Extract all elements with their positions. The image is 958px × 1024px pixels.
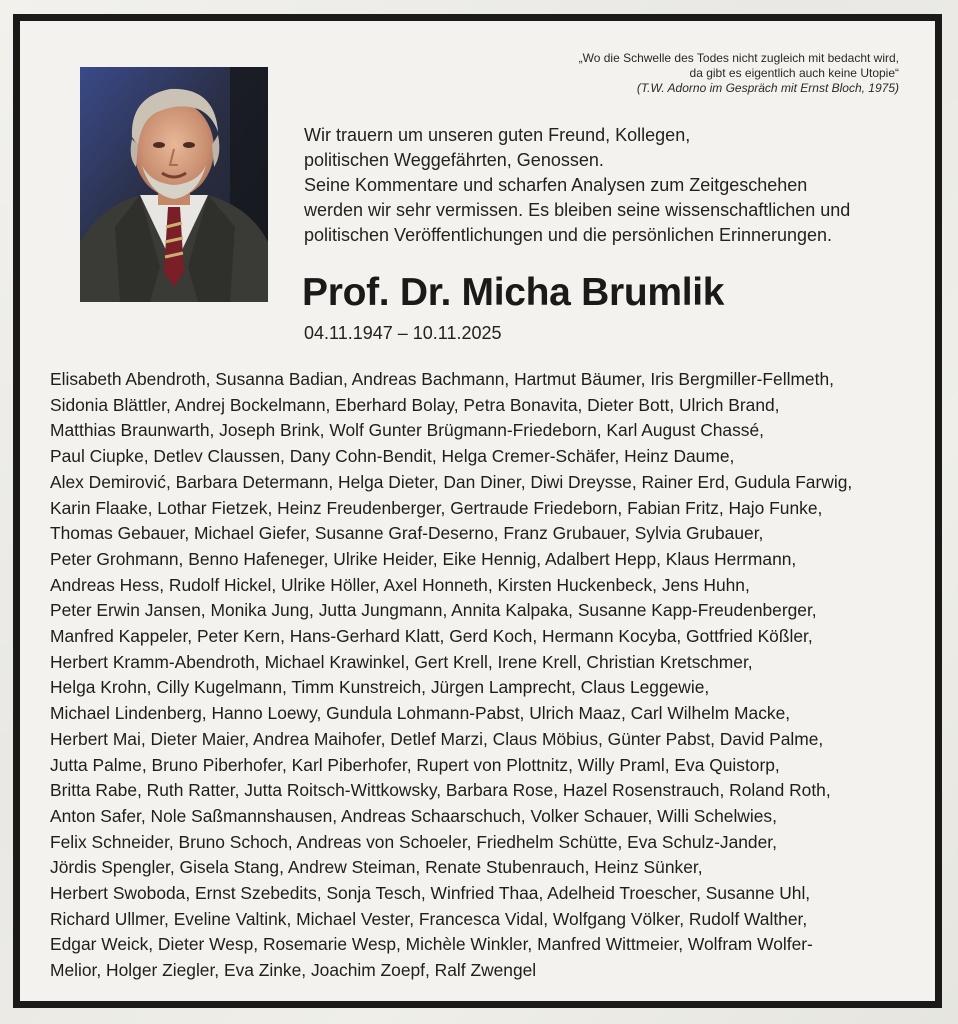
mourners-row: Melior, Holger Ziegler, Eva Zinke, Joachim Zoepf, Ralf Zwengel — [50, 960, 537, 981]
mourners-row: Helga Krohn, Cilly Kugelmann, Timm Kunstreich, Jürgen Lamprecht, Claus Leggewie, — [50, 677, 710, 698]
mourners-row: Anton Safer, Nole Saßmannshausen, Andreas Schaarschuch, Volker Schauer, Willi Schelwies, — [50, 805, 777, 826]
quote-source: (T.W. Adorno im Gespräch mit Ernst Bloch, 1975) — [636, 81, 899, 95]
message-line: werden wir sehr vermissen. Es bleiben seine wissenschaftlichen und — [304, 200, 851, 220]
mourners-row: Michael Lindenberg, Hanno Loewy, Gundula Lohmann-Pabst, Ulrich Maaz, Carl Wilhelm Macke, — [50, 703, 791, 724]
mourners-row: Richard Ullmer, Eveline Valtink, Michael Vester, Francesca Vidal, Wolfgang Völker, Rudolf Walther, — [50, 908, 808, 929]
message-line: Wir trauern um unseren guten Freund, Kollegen, — [304, 125, 691, 145]
mourners-row: Sidonia Blättler, Andrej Bockelmann, Eberhard Bolay, Petra Bonavita, Dieter Bott, Ulrich Brand, — [50, 394, 780, 415]
message-line: politischen Weggefährten, Genossen. — [304, 150, 604, 170]
mourners-list — [50, 367, 930, 984]
mourners-row: Matthias Braunwarth, Joseph Brink, Wolf Gunter Brügmann-Friedeborn, Karl August Chassé, — [50, 420, 765, 441]
life-dates: 04.11.1947 – 10.11.2025 — [304, 323, 502, 343]
portrait-photo — [80, 67, 268, 302]
adorno-quote — [379, 51, 899, 96]
mourners-row: Karin Flaake, Lothar Fietzek, Heinz Freudenberger, Gertraude Friedeborn, Fabian Fritz, Hajo Funke, — [50, 497, 823, 518]
mourners-row: Andreas Hess, Rudolf Hickel, Ulrike Höller, Axel Honneth, Kirsten Huckenbeck, Jens Huhn, — [50, 574, 750, 595]
mourners-row: Herbert Swoboda, Ernst Szebedits, Sonja Tesch, Winfried Thaa, Adelheid Troescher, Susanne Uhl, — [50, 883, 811, 904]
mourners-row: Jutta Palme, Bruno Piberhofer, Karl Piberhofer, Rupert von Plottnitz, Willy Praml, Eva Quistorp, — [50, 754, 780, 775]
mourners-row: Felix Schneider, Bruno Schoch, Andreas von Schoeler, Friedhelm Schütte, Eva Schulz-Jander, — [50, 831, 777, 852]
mourners-row: Peter Grohmann, Benno Hafeneger, Ulrike Heider, Eike Hennig, Adalbert Hepp, Klaus Herrmann, — [50, 548, 797, 569]
message-line: politischen Veröffentlichungen und die persönlichen Erinnerungen. — [304, 225, 833, 245]
mourners-row: Paul Ciupke, Detlev Claussen, Dany Cohn-Bendit, Helga Cremer-Schäfer, Heinz Daume, — [50, 446, 735, 467]
mourners-row: Edgar Weick, Dieter Wesp, Rosemarie Wesp, Michèle Winkler, Manfred Wittmeier, Wolfram Wolfer- — [50, 934, 813, 955]
mourners-row: Peter Erwin Jansen, Monika Jung, Jutta Jungmann, Annita Kalpaka, Susanne Kapp-Freudenberger, — [50, 600, 817, 621]
quote-line-2: da gibt es eigentlich auch keine Utopie“ — [689, 66, 899, 80]
message-line: Seine Kommentare und scharfen Analysen zum Zeitgeschehen — [304, 175, 808, 195]
deceased-name: Prof. Dr. Micha Brumlik — [302, 271, 725, 314]
mourners-row: Herbert Mai, Dieter Maier, Andrea Maihofer, Detlef Marzi, Claus Möbius, Günter Pabst, David Palme, — [50, 728, 824, 749]
mourners-row: Alex Demirović, Barbara Determann, Helga Dieter, Dan Diner, Diwi Dreysse, Rainer Erd, Gudula Farwig, — [50, 471, 853, 492]
obituary-notice — [13, 14, 942, 1008]
mourners-row: Elisabeth Abendroth, Susanna Badian, Andreas Bachmann, Hartmut Bäumer, Iris Bergmiller-Fellmeth, — [50, 369, 834, 389]
mourners-row: Herbert Kramm-Abendroth, Michael Krawinkel, Gert Krell, Irene Krell, Christian Kretschmer, — [50, 651, 753, 672]
quote-line-1: „Wo die Schwelle des Todes nicht zugleich mit bedacht wird, — [578, 51, 899, 65]
mourners-row: Thomas Gebauer, Michael Giefer, Susanne Graf-Deserno, Franz Grubauer, Sylvia Grubauer, — [50, 523, 764, 544]
mourners-row: Britta Rabe, Ruth Ratter, Jutta Roitsch-Wittkowsky, Barbara Rose, Hazel Rosenstrauch, Roland Roth, — [50, 780, 831, 801]
mourners-row: Jördis Spengler, Gisela Stang, Andrew Steiman, Renate Stubenrauch, Heinz Sünker, — [50, 857, 703, 878]
mourning-message — [304, 123, 924, 248]
mourners-row: Manfred Kappeler, Peter Kern, Hans-Gerhard Klatt, Gerd Koch, Hermann Kocyba, Gottfried Kößler, — [50, 626, 813, 647]
